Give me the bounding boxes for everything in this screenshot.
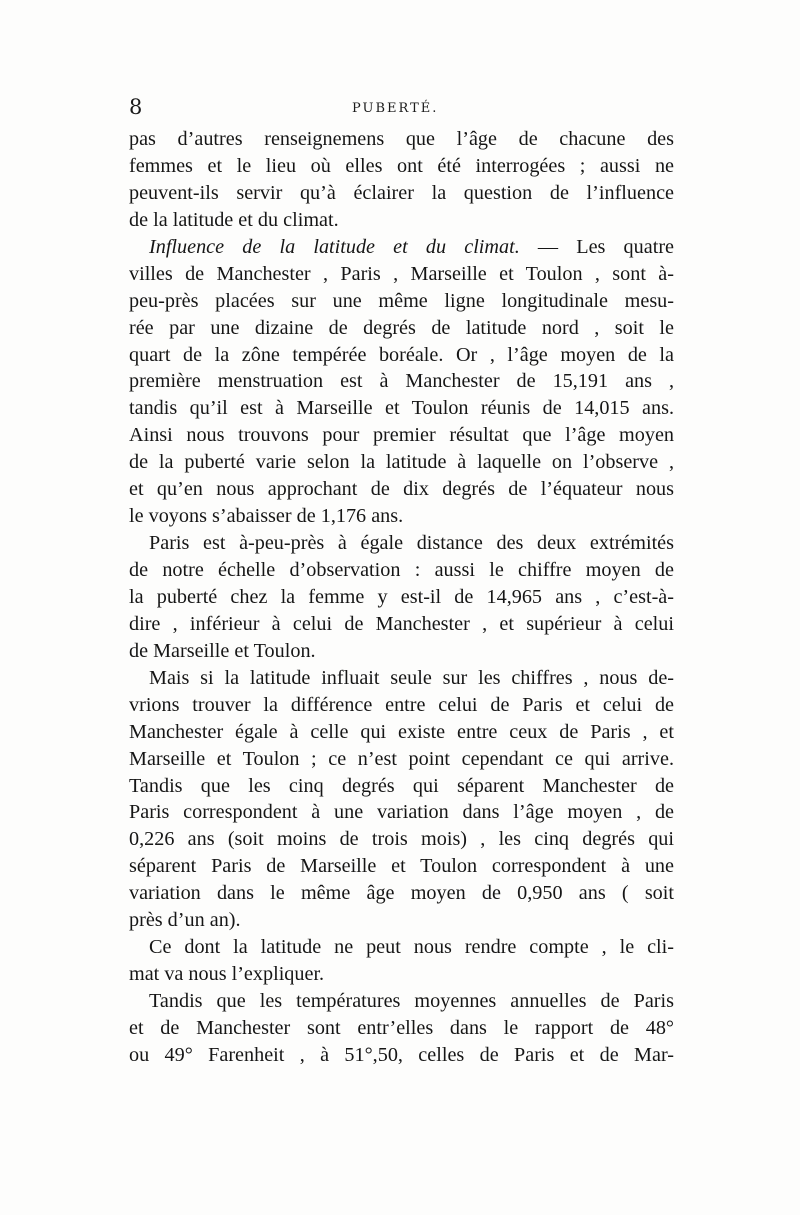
line-text: le voyons s’abaisser de 1,176 ans. bbox=[129, 505, 404, 528]
paragraph bbox=[129, 126, 674, 234]
text-line bbox=[129, 261, 674, 288]
line-text: de notre échelle d’observation : aussi le chiffre moyen de bbox=[129, 559, 674, 581]
line-text: peu-près placées sur une même ligne longitudinale mesu- bbox=[129, 289, 674, 312]
text-line bbox=[129, 422, 674, 449]
line-text: 0,226 ans (soit moins de trois mois) , les cinq degrés qui bbox=[129, 828, 674, 851]
line-text: et qu’en nous approchant de dix degrés de l’équateur nous bbox=[129, 478, 674, 501]
line-text: Ainsi nous trouvons pour premier résultat que l’âge moyen bbox=[129, 424, 674, 447]
line-text: près d’un an). bbox=[129, 909, 241, 932]
text-line bbox=[129, 988, 674, 1015]
line-text: villes de Manchester , Paris , Marseille et Toulon , sont à- bbox=[129, 262, 674, 285]
text-line bbox=[129, 126, 674, 153]
text-line bbox=[129, 476, 674, 503]
line-text: quart de la zône tempérée boréale. Or , l’âge moyen de la bbox=[129, 343, 674, 366]
text-line bbox=[129, 368, 674, 395]
line-text: dire , inférieur à celui de Manchester , et supérieur à celui bbox=[129, 612, 674, 635]
line-text: variation dans le même âge moyen de 0,950 ans ( soit bbox=[129, 882, 674, 905]
text-line bbox=[129, 503, 674, 530]
section-heading: Influence de la latitude et du climat. bbox=[149, 235, 520, 258]
body-text bbox=[129, 126, 674, 1069]
text-line bbox=[129, 719, 674, 746]
text-line bbox=[129, 153, 674, 180]
paragraph bbox=[129, 530, 674, 665]
line-text: la puberté chez la femme y est-il de 14,965 ans , c’est-à- bbox=[129, 585, 674, 608]
line-text: pas d’autres renseignemens que l’âge de chacune des bbox=[129, 128, 674, 150]
text-line bbox=[129, 907, 674, 934]
line-text: Paris correspondent à une variation dans l’âge moyen , de bbox=[129, 801, 674, 824]
text-line bbox=[129, 234, 674, 261]
line-text: Mais si la latitude influait seule sur les chiffres , nous de- bbox=[149, 666, 674, 689]
text-line bbox=[129, 692, 674, 719]
line-text: séparent Paris de Marseille et Toulon correspondent à une bbox=[129, 855, 674, 878]
text-line bbox=[129, 961, 674, 988]
text-line bbox=[129, 934, 674, 961]
line-text: — Les quatre bbox=[519, 235, 674, 258]
page-header bbox=[129, 94, 674, 124]
text-line bbox=[129, 1042, 674, 1069]
line-text: première menstruation est à Manchester de 15,191 ans , bbox=[129, 370, 674, 393]
paragraph bbox=[129, 234, 674, 530]
line-text: vrions trouver la différence entre celui de Paris et celui de bbox=[129, 693, 674, 716]
line-text: de la puberté varie selon la latitude à laquelle on l’observe , bbox=[129, 451, 674, 474]
paragraph bbox=[129, 665, 674, 934]
text-line bbox=[129, 180, 674, 207]
text-line bbox=[129, 315, 674, 342]
text-line bbox=[129, 395, 674, 422]
paragraph bbox=[129, 934, 674, 988]
line-text: mat va nous l’expliquer. bbox=[129, 963, 325, 986]
text-line bbox=[129, 611, 674, 638]
text-line bbox=[129, 584, 674, 611]
text-line bbox=[129, 826, 674, 853]
text-line bbox=[129, 799, 674, 826]
line-text: Paris est à-peu-près à égale distance des deux extrémités bbox=[149, 532, 674, 555]
text-line bbox=[129, 1015, 674, 1042]
text-line bbox=[129, 880, 674, 907]
line-text: Ce dont la latitude ne peut nous rendre compte , le cli- bbox=[149, 936, 674, 959]
paragraph bbox=[129, 988, 674, 1069]
line-text: Manchester égale à celle qui existe entre ceux de Paris , et bbox=[129, 720, 674, 743]
line-text: ou 49° Farenheit , à 51°,50, celles de Paris et de Mar- bbox=[129, 1043, 674, 1066]
line-text: Tandis que les températures moyennes annuelles de Paris bbox=[149, 990, 674, 1012]
line-text: peuvent-ils servir qu’à éclairer la question de l’influence bbox=[129, 181, 674, 204]
text-line bbox=[129, 288, 674, 315]
line-text: tandis qu’il est à Marseille et Toulon réunis de 14,015 ans. bbox=[129, 397, 674, 420]
text-line bbox=[129, 207, 674, 234]
text-line bbox=[129, 853, 674, 880]
text-line bbox=[129, 638, 674, 665]
line-text: de Marseille et Toulon. bbox=[129, 639, 316, 662]
text-line bbox=[129, 665, 674, 692]
line-text: Tandis que les cinq degrés qui séparent Manchester de bbox=[129, 774, 674, 797]
line-text: rée par une dizaine de degrés de latitude nord , soit le bbox=[129, 316, 674, 339]
text-line bbox=[129, 773, 674, 800]
text-line bbox=[129, 342, 674, 369]
line-text: de la latitude et du climat. bbox=[129, 208, 339, 231]
page-number: 8 bbox=[129, 95, 143, 119]
line-text: Marseille et Toulon ; ce n’est point cependant ce qui arrive. bbox=[129, 747, 674, 770]
line-text: femmes et le lieu où elles ont été interrogées ; aussi ne bbox=[129, 154, 674, 177]
line-text: et de Manchester sont entr’elles dans le rapport de 48° bbox=[129, 1016, 674, 1039]
text-line bbox=[129, 746, 674, 773]
text-line bbox=[129, 530, 674, 557]
running-title: PUBERTÉ. bbox=[352, 101, 439, 116]
text-line bbox=[129, 449, 674, 476]
text-line bbox=[129, 557, 674, 584]
